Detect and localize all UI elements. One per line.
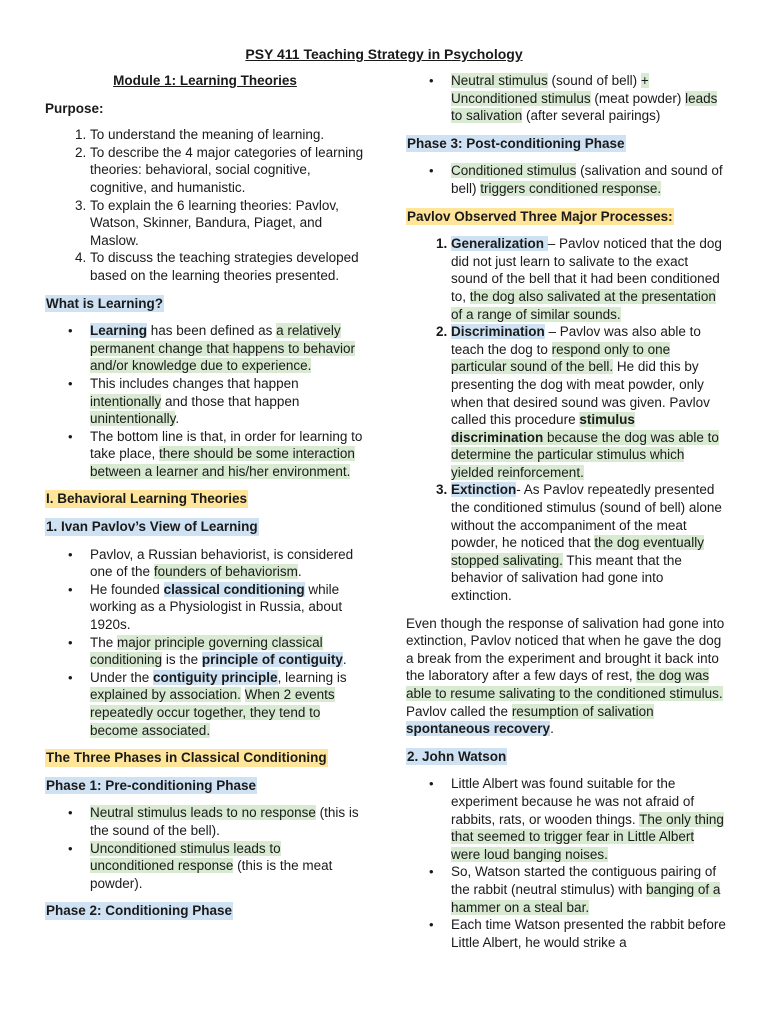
text-span: . xyxy=(342,652,347,668)
purpose-item: 1. To understand the meaning of learning. xyxy=(90,126,365,144)
text-span: Each time Watson presented the rabbit before Little Albert, he would strike a xyxy=(451,917,726,950)
purpose-heading: Purpose: xyxy=(45,100,104,116)
highlight-span: explained by association. xyxy=(90,687,241,703)
processes-heading: Pavlov Observed Three Major Processes: xyxy=(407,208,673,224)
term-extinction: Extinction xyxy=(451,482,517,498)
text-span: is the xyxy=(162,652,202,668)
highlight-span: Neutral stimulus xyxy=(451,73,548,88)
processes-list xyxy=(406,235,726,604)
highlight-span: there should be some interaction between a learner and his/her environment. xyxy=(90,446,355,479)
highlight-span: intentionally xyxy=(90,393,162,409)
list-item xyxy=(90,804,365,839)
learning-list xyxy=(45,322,365,480)
text-span: The xyxy=(90,634,118,650)
text-span: (this is the meat powder). xyxy=(90,858,333,891)
text-span: Pavlov called the xyxy=(406,703,512,719)
text-span: , learning is xyxy=(277,669,347,685)
term-learning: Learning xyxy=(90,323,148,339)
highlight-span: leads to salivation xyxy=(451,90,718,124)
list-item xyxy=(451,863,726,916)
text-span: He founded xyxy=(90,581,164,597)
phase3-list xyxy=(406,162,726,197)
highlight-span: founders of behaviorism xyxy=(153,564,298,580)
what-is-learning-heading: What is Learning? xyxy=(46,295,164,311)
term-classical-conditioning: classical conditioning xyxy=(163,581,305,597)
term-stimulus-discrimination: stimulus discrimination xyxy=(451,412,635,445)
process-item xyxy=(451,235,726,323)
purpose-item: 4. To discuss the teaching strategies developed based on the learning theories presented. xyxy=(90,249,365,284)
list-item xyxy=(451,162,726,197)
purpose-list xyxy=(45,126,365,284)
text-span: (after several pairings) xyxy=(522,108,661,124)
doc-title: PSY 411 Teaching Strategy in Psychology xyxy=(245,46,523,62)
text-span: This meant that the behavior of salivation had gone into extinction. xyxy=(451,552,682,604)
term-principle-of-contiguity: principle of contiguity xyxy=(201,652,343,668)
highlight-span: banging of a hammer on a steal bar. xyxy=(451,881,721,915)
phase2-list xyxy=(406,72,726,125)
left-column xyxy=(45,72,365,930)
highlight-span: Conditioned stimulus xyxy=(451,163,577,179)
text-span: Little Albert was found suitable for the experiment because he was not afraid of rabbits, rats, or wooden things. xyxy=(451,776,695,827)
term-generalization: Generalization xyxy=(451,236,548,252)
term-discrimination: Discrimination xyxy=(451,324,545,340)
text-span: and those that happen xyxy=(161,393,300,409)
text-span: – Pavlov noticed that the dog did not just learn to salivate to the exact sound of the bell that it had been conditioned to, xyxy=(451,236,722,304)
highlight-span: Neutral stimulus leads to no response xyxy=(90,805,316,821)
highlight-span: triggers conditioned response. xyxy=(480,180,662,196)
text-span: . xyxy=(297,564,302,580)
list-item xyxy=(451,775,726,863)
highlight-span: When 2 events repeatedly occur together, they tend to become associated. xyxy=(90,687,335,738)
text-span: This includes changes that happen xyxy=(90,375,299,391)
highlight-span: resumption of salivation xyxy=(511,703,654,719)
list-item xyxy=(90,375,365,428)
phase1-list xyxy=(45,804,365,892)
watson-list xyxy=(406,775,726,951)
text-span: - As Pavlov repeatedly presented the conditioned stimulus (sound of bell) alone without the accompaniment of the meat powder, he noticed that xyxy=(451,482,722,551)
highlight-span: the dog eventually stopped salivating. xyxy=(451,535,704,568)
highlight-span: respond only to one particular sound of the bell. xyxy=(451,341,671,375)
text-span: . xyxy=(175,411,180,427)
term-contiguity-principle: contiguity principle xyxy=(153,669,278,685)
text-span: has been defined as xyxy=(147,323,277,339)
highlight-span: the dog also salivated at the presentation of a range of similar sounds. xyxy=(451,288,716,322)
text-span: (this is the sound of the bell). xyxy=(90,805,359,838)
phase1-heading: Phase 1: Pre-conditioning Phase xyxy=(46,777,257,793)
text-span: Under the xyxy=(90,669,154,685)
text-span: . xyxy=(550,721,554,737)
text-span: The bottom line is that, in order for learning to take place, xyxy=(90,428,363,462)
text-span: (sound of bell) xyxy=(547,73,641,88)
text-span: (salivation and sound of bell) xyxy=(451,163,723,196)
highlight-span: a relatively permanent change that happens to behavior and/or knowledge due to experience. xyxy=(90,323,355,374)
behavioral-heading: I. Behavioral Learning Theories xyxy=(46,491,248,507)
text-span: – Pavlov was also able to teach the dog to xyxy=(451,324,701,357)
text-span: He did this by presenting the dog with meat powder, only when that desired sound was given. Pavlov called this procedure xyxy=(451,359,710,428)
watson-heading: 2. John Watson xyxy=(407,748,507,764)
text-span: Pavlov, a Russian behaviorist, is considered one of the xyxy=(90,546,354,580)
highlight-span: The only thing that seemed to trigger fear in Little Albert were loud banging noises. xyxy=(451,811,724,862)
term-spontaneous-recovery: spontaneous recovery xyxy=(406,721,551,737)
text-span: So, Watson started the contiguous pairing of the rabbit (neutral stimulus) with xyxy=(451,864,717,897)
text-span: while working as a Physiologist in Russia, about 1920s. xyxy=(90,581,343,633)
list-item xyxy=(451,916,726,951)
text-span: (meat powder) xyxy=(590,90,686,106)
pavlov-heading: 1. Ivan Pavlov’s View of Learning xyxy=(46,519,258,535)
list-item xyxy=(90,840,365,893)
right-column xyxy=(406,72,726,961)
list-item xyxy=(90,428,365,481)
list-item xyxy=(90,634,365,669)
highlight-span: the dog was able to resume salivating to the conditioned stimulus. xyxy=(406,668,723,701)
purpose-item: 3. To explain the 6 learning theories: Pavlov, Watson, Skinner, Bandura, Piaget, and Maslow. xyxy=(90,197,365,250)
pavlov-list xyxy=(45,546,365,740)
list-item xyxy=(451,72,726,125)
highlight-span: because the dog was able to determine the particular stimulus which yielded reinforcement. xyxy=(451,429,719,480)
recovery-paragraph xyxy=(406,615,726,738)
list-item xyxy=(90,581,365,634)
highlight-span: major principle governing classical conditioning xyxy=(90,634,323,668)
list-item xyxy=(90,669,365,739)
process-item xyxy=(451,323,726,481)
phase2-heading: Phase 2: Conditioning Phase xyxy=(46,903,233,919)
highlight-span: unintentionally xyxy=(90,411,176,427)
three-phases-heading: The Three Phases in Classical Conditioning xyxy=(46,750,327,766)
module-title: Module 1: Learning Theories xyxy=(113,73,297,88)
phase3-heading: Phase 3: Post-conditioning Phase xyxy=(407,135,625,151)
highlight-span: Unconditioned stimulus leads to unconditioned response xyxy=(90,840,281,874)
purpose-item: 2. To describe the 4 major categories of learning theories: behavioral, social cognitive, cognitive, and humanistic. xyxy=(90,144,365,197)
text-span: Even though the response of salivation had gone into extinction, Pavlov noticed that when he gave the dog a break from the experiment and brought it back into the laboratory after a few days of rest, xyxy=(406,615,725,684)
list-item xyxy=(90,322,365,375)
process-item xyxy=(451,481,726,604)
list-item xyxy=(90,546,365,581)
highlight-span: + Unconditioned stimulus xyxy=(451,73,649,106)
